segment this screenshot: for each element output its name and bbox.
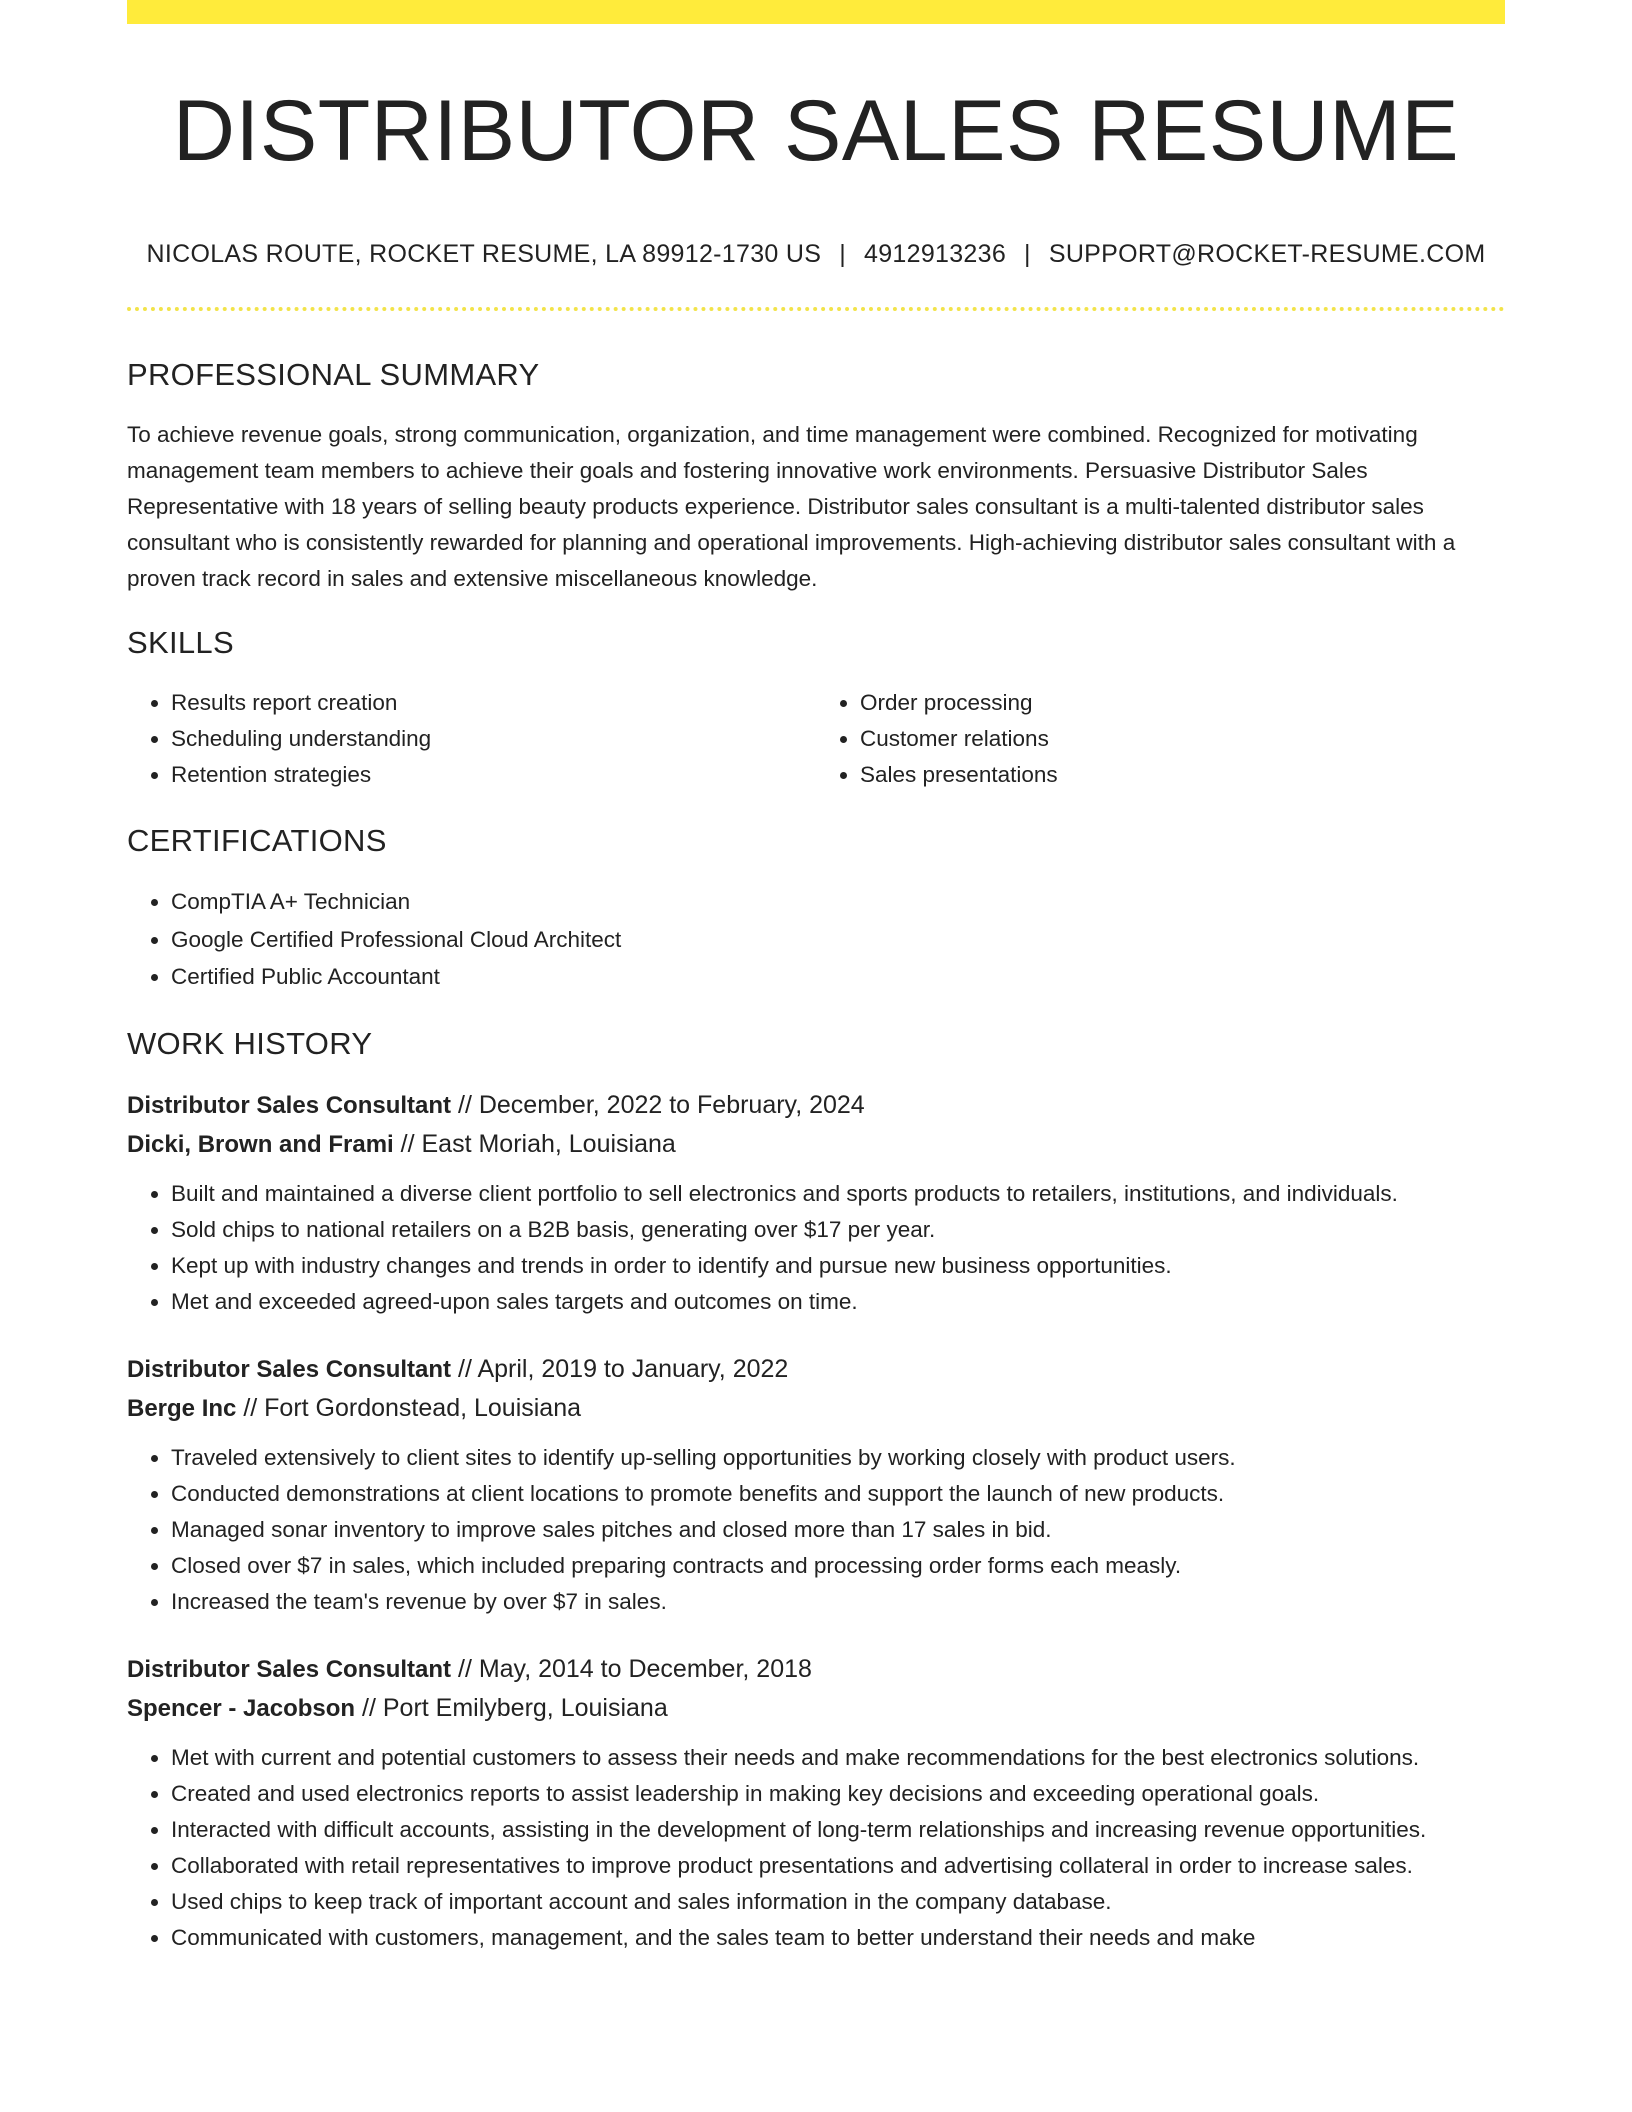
skills-heading: SKILLS	[127, 625, 234, 660]
job-title: Distributor Sales Consultant	[127, 1355, 452, 1383]
job-title: Distributor Sales Consultant	[127, 1091, 452, 1119]
skills-columns	[127, 685, 1505, 793]
job-entry	[127, 1650, 1505, 1956]
job-bullets	[127, 1440, 1505, 1620]
skills-list-left	[127, 685, 816, 793]
skill-item: • Results report creation	[171, 685, 816, 721]
skills-section	[127, 623, 1505, 793]
skill-item: • Retention strategies	[171, 757, 816, 793]
job-bullet: • Communicated with customers, management, and the sales team to better understand their needs and make	[171, 1920, 1505, 1956]
job-location: // Fort Gordonstead, Louisiana	[236, 1393, 582, 1422]
work-history-section	[127, 1024, 1505, 1956]
job-bullets	[127, 1176, 1505, 1320]
job-bullet: • Closed over $7 in sales, which included preparing contracts and processing order forms each measly.	[171, 1548, 1505, 1584]
job-dates: // December, 2022 to February, 2024	[451, 1090, 865, 1119]
contact-separator: |	[839, 240, 846, 268]
contact-separator: |	[1024, 240, 1031, 268]
job-bullet: • Built and maintained a diverse client portfolio to sell electronics and sports products to retailers, institutions, and individuals.	[171, 1176, 1505, 1212]
job-bullet: • Managed sonar inventory to improve sales pitches and closed more than 17 sales in bid.	[171, 1512, 1505, 1548]
contact-phone: 4912913236	[864, 240, 1007, 268]
accent-bar	[127, 0, 1505, 24]
job-company-line	[127, 1389, 1505, 1428]
job-location: // East Moriah, Louisiana	[393, 1129, 676, 1158]
job-dates: // May, 2014 to December, 2018	[451, 1654, 812, 1683]
resume-content	[127, 355, 1505, 1986]
summary-section	[127, 355, 1505, 597]
job-bullet: • Increased the team's revenue by over $7 in sales.	[171, 1584, 1505, 1620]
job-company-line	[127, 1125, 1505, 1164]
job-company: Spencer - Jacobson	[127, 1694, 356, 1722]
certifications-list	[127, 883, 1505, 996]
summary-heading: PROFESSIONAL SUMMARY	[127, 357, 540, 392]
job-bullets	[127, 1740, 1505, 1956]
job-title-line	[127, 1650, 1505, 1689]
certification-item: • Google Certified Professional Cloud Architect	[171, 921, 1505, 959]
job-bullet: • Interacted with difficult accounts, assisting in the development of long-term relationships and increasing revenue opportunities.	[171, 1812, 1505, 1848]
job-bullet: • Used chips to keep track of important account and sales information in the company database.	[171, 1884, 1505, 1920]
certification-item: • Certified Public Accountant	[171, 958, 1505, 996]
contact-email: SUPPORT@ROCKET-RESUME.COM	[1048, 240, 1486, 268]
job-title: Distributor Sales Consultant	[127, 1655, 452, 1683]
job-bullet: • Sold chips to national retailers on a B2B basis, generating over $17 per year.	[171, 1212, 1505, 1248]
job-title-line	[127, 1086, 1505, 1125]
job-location: // Port Emilyberg, Louisiana	[355, 1693, 668, 1722]
job-bullet: • Met with current and potential customers to assess their needs and make recommendations for the best electronics solutions.	[171, 1740, 1505, 1776]
contact-address: NICOLAS ROUTE, ROCKET RESUME, LA 89912-1730 US	[146, 240, 822, 268]
job-bullet: • Kept up with industry changes and trends in order to identify and pursue new business opportunities.	[171, 1248, 1505, 1284]
job-company: Dicki, Brown and Frami	[127, 1130, 394, 1158]
skills-list-right	[816, 685, 1505, 793]
job-dates: // April, 2019 to January, 2022	[451, 1354, 789, 1383]
job-bullet: • Created and used electronics reports to assist leadership in making key decisions and exceeding operational goals.	[171, 1776, 1505, 1812]
certification-item: • CompTIA A+ Technician	[171, 883, 1505, 921]
job-bullet: • Met and exceeded agreed-upon sales targets and outcomes on time.	[171, 1284, 1505, 1320]
resume-title: DISTRIBUTOR SALES RESUME	[172, 83, 1460, 179]
skill-item: • Sales presentations	[860, 757, 1505, 793]
job-company: Berge Inc	[127, 1394, 237, 1422]
contact-line	[127, 236, 1505, 272]
job-title-line	[127, 1350, 1505, 1389]
job-bullet: • Conducted demonstrations at client locations to promote benefits and support the launch of new products.	[171, 1476, 1505, 1512]
skill-item: • Scheduling understanding	[171, 721, 816, 757]
certifications-section	[127, 821, 1505, 996]
job-bullet: • Traveled extensively to client sites to identify up-selling opportunities by working closely with product users.	[171, 1440, 1505, 1476]
work-history-heading: WORK HISTORY	[127, 1025, 373, 1061]
skill-item: • Order processing	[860, 685, 1505, 721]
job-entry	[127, 1350, 1505, 1620]
job-company-line	[127, 1689, 1505, 1728]
job-entry	[127, 1086, 1505, 1320]
skill-item: • Customer relations	[860, 721, 1505, 757]
summary-text: To achieve revenue goals, strong communication, organization, and time management were combined. Recognized for motivating management team members to achieve their goals and fostering innovative work environments. Persuasive Distributor Sales Representative with 18 years of selling beauty products experience. Distributor sales consultant is a multi-talented distributor sales consultant who is consistently rewarded for planning and operational improvements. High-achieving distributor sales consultant with a proven track record in sales and extensive miscellaneous knowledge.	[127, 422, 1456, 591]
job-bullet: • Collaborated with retail representatives to improve product presentations and advertising collateral in order to increase sales.	[171, 1848, 1505, 1884]
certifications-heading: CERTIFICATIONS	[127, 823, 387, 858]
header-divider	[127, 307, 1505, 311]
